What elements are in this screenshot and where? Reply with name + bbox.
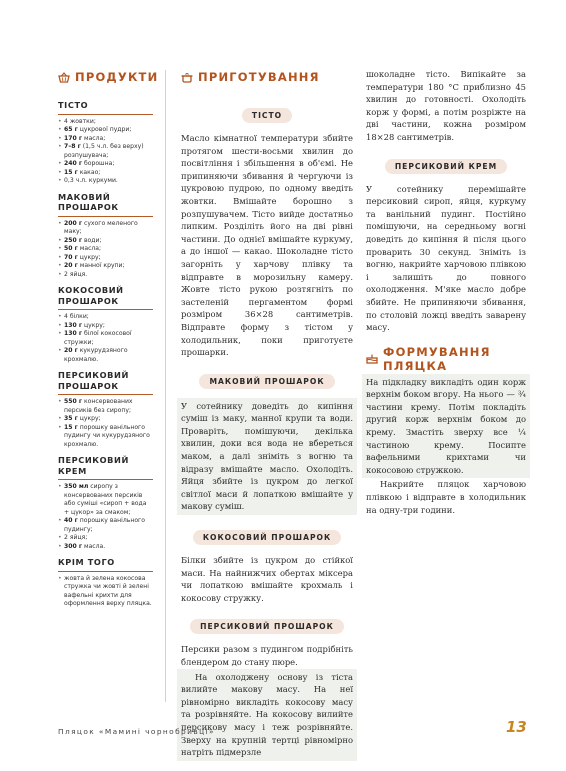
ingredients-peach-cream-list [58, 480, 153, 551]
ingredient-text: кукурудзяного крохмалю. [64, 347, 128, 363]
ingredient-text: масла; [77, 245, 102, 252]
ingredients-peach-layer-title: ПЕРСИКОВИЙ ПРОШАРОК [58, 370, 153, 395]
ingredient-text: білої кокосової стружки; [64, 330, 132, 346]
ingredient-item [58, 534, 153, 543]
ingredient-text: масла. [82, 542, 106, 550]
ingredients-column [58, 68, 159, 609]
ingredient-amount: 20 г [64, 347, 78, 354]
ingredient-item [58, 398, 153, 415]
ingredient-amount: 65 г [64, 126, 78, 133]
step-coconut-title: КОКОСОВИЙ ПРОШАРОК [193, 530, 341, 545]
ingredient-text: цукру; [82, 321, 105, 329]
ingredient-item [58, 330, 153, 347]
ingredient-item [58, 271, 153, 280]
ingredient-item [58, 220, 153, 237]
ingredient-text: какао; [77, 168, 101, 176]
ingredients-garnish-title: КРІМ ТОГО [58, 557, 153, 572]
ingredient-text: цукрової пудри; [77, 126, 132, 133]
ingredient-item [58, 313, 153, 322]
ingredient-item [58, 347, 153, 364]
assembly-text-2: Накрийте пляцок харчовою плівкою і відправте в холодильник на одну-три години. [366, 479, 526, 515]
step-peach-layer-text-3: шоколадне тісто. Випікайте за температури 180 °C приблизно 45 хвилин до готовності. Охолодіть корж у формі, а потім розріжте на дві частини, кожна розміром 18×28 сантиметрів. [366, 69, 526, 142]
ingredients-poppy-list [58, 217, 153, 280]
ingredient-text: сиропу з консервованих персиків або суміші «сироп + вода + цукор» за смаком; [64, 483, 147, 516]
ingredient-item [58, 254, 153, 263]
step-dough-title: ТІСТО [242, 108, 292, 123]
step-peach-layer-text-2: На охолоджену основу із тіста вилийте макову масу. На неї рівномірно викладіть кокосову масу та розрівняйте. На кокосову вилийте персикову масу і теж розрівняйте. Зверху на крупній тертці рівномірно натріть підмерзле [177, 669, 357, 761]
ingredient-amount: 50 г [64, 245, 78, 252]
step-dough-text: Масло кімнатної температури збийте протягом шести-восьми хвилин до посвітління і збільшення в об'ємі. Не припиняючи збивання й чергуючи із цукровою пудрою, по одному введіть жовтки. Вмішайте борошно з розпушувачем. Тісто вийде достатньо липким. Розділіть його на дві рівні частини. До однієї вмішайте куркуму, а до іншої — какао. Шоколадне тісто загорніть у харчову плівку та відправте в морозильну камеру. Жовте тісто рукою розтягніть по застеленій пергаментом формі розміром 36×28 сантиметрів. Відправте форму з тістом у холодильник, поки приготуєте прошарки. [181, 133, 353, 358]
ingredient-item [58, 483, 153, 517]
ingredient-text: 2 яйця. [64, 270, 88, 278]
assembly-text-1: На підкладку викладіть один корж верхнім боком вгору. На нього — ¾ частини крему. Потім покладіть другий корж верхнім боком до крему. Змастіть зверху все ¼ частиною крему. Посипте вафельними крихтами чи кокосовою стружкою. [362, 374, 530, 479]
ingredient-amount: 130 г [64, 321, 83, 329]
ingredient-amount: 20 г [64, 262, 78, 269]
ingredients-garnish [58, 557, 153, 609]
preparation-heading-text: ПРИГОТУВАННЯ [198, 70, 320, 84]
ingredient-item [58, 126, 153, 135]
ingredient-item [58, 237, 153, 246]
ingredient-text: води; [82, 236, 102, 244]
ingredient-amount: 550 г [64, 398, 83, 405]
ingredient-item [58, 424, 153, 450]
ingredient-text: 0,3 ч.л. куркуми. [64, 177, 118, 184]
ingredient-amount: 130 г [64, 330, 83, 337]
ingredient-amount: 250 г [64, 236, 83, 244]
ingredient-text: жовта й зелена кокосова стружка чи жовті й зелені вафельні крихти для оформлення верху пляцка. [64, 574, 152, 607]
assembly-heading [366, 344, 526, 373]
ingredient-text: 2 яйця; [64, 534, 88, 541]
ingredient-item [58, 517, 153, 534]
ingredients-coconut [58, 285, 153, 364]
ingredient-amount: 35 г [64, 415, 78, 422]
ingredient-amount: 40 г [64, 517, 78, 524]
ingredient-item [58, 169, 153, 178]
pot-icon [181, 72, 193, 83]
ingredient-item [58, 135, 153, 144]
ingredient-amount: 350 мл [64, 483, 89, 490]
ingredient-text: борошна; [82, 160, 115, 167]
preparation-heading [181, 68, 353, 86]
ingredients-coconut-list [58, 310, 153, 364]
ingredients-peach-layer [58, 370, 153, 449]
ingredients-peach-layer-list [58, 395, 153, 449]
page-footer-title: Пляцок «Мамині чорнобривці» [58, 727, 215, 736]
ingredients-peach-cream [58, 455, 153, 551]
ingredient-text: цукру; [77, 415, 101, 422]
ingredient-item [58, 177, 153, 186]
step-peach-layer-text-1: Персики разом з пудингом подрібніть блендером до стану пюре. [181, 644, 353, 667]
preparation-column-right [366, 68, 526, 516]
assembly-heading-text: ФОРМУВАННЯ ПЛЯЦКА [383, 344, 491, 373]
step-peach-cream-text: У сотейнику перемішайте персиковий сироп, яйця, куркуму та ванільний пудинг. Постійно помішуючи, на середньому вогні доведіть до кипіння й після цього проварить 30 секунд. Зніміть із вогню, накрийте харчовою плівкою і залишіть до повного охолодження. М'яке масло добре збийте. Не припиняючи збивання, по столовій ложці введіть заварену масу. [366, 183, 526, 333]
ingredients-heading [58, 68, 159, 86]
ingredient-amount: 170 г [64, 134, 83, 142]
step-peach-layer-title: ПЕРСИКОВИЙ ПРОШАРОК [190, 619, 344, 634]
ingredient-item [58, 143, 153, 160]
step-poppy-title: МАКОВИЙ ПРОШАРОК [199, 374, 334, 389]
ingredient-amount: 300 г [64, 542, 83, 550]
ingredient-item [58, 262, 153, 271]
ingredients-dough-title: ТІСТО [58, 100, 153, 115]
ingredients-poppy-title: МАКОВИЙ ПРОШАРОК [58, 192, 153, 217]
ingredient-item [58, 575, 153, 609]
ingredient-text: консервованих персиків без сиропу; [64, 398, 133, 414]
ingredients-dough-list [58, 115, 153, 186]
ingredients-coconut-title: КОКОСОВИЙ ПРОШАРОК [58, 285, 153, 310]
ingredient-text: 4 білки; [64, 313, 89, 320]
ingredient-text: сухого меленого маку; [64, 219, 138, 235]
ingredient-item [58, 160, 153, 169]
ingredient-item [58, 415, 153, 424]
ingredients-dough [58, 100, 153, 186]
ingredient-text: цукру; [77, 253, 101, 261]
ingredient-text: 4 жовтки; [64, 117, 96, 125]
step-poppy-text: У сотейнику доведіть до кипіння суміш із маку, манної крупи та води. Проваріть, помішуючи, декілька хвилин, доки вся вода не вбереться маком, а далі зніміть з вогню та відразу вмішайте масло. Охолодіть. Яйця збийте із цукром до легкої світлої маси й лопаткою вмішайте у макову суміш. [177, 398, 357, 515]
ingredient-amount: 240 г [64, 160, 83, 167]
page-number: 13 [506, 718, 527, 736]
ingredients-peach-cream-title: ПЕРСИКОВИЙ КРЕМ [58, 455, 153, 480]
preparation-column [181, 68, 353, 761]
ingredient-text: масла; [82, 134, 106, 142]
ingredient-text: порошку ванільного пудингу; [64, 517, 145, 533]
step-coconut-text: Білки збийте із цукром до стійкої маси. На найнижчих обертах міксера чи лопаткою вмішайте крохмаль і кокосову стружку. [181, 555, 353, 603]
ingredient-amount: 15 г [64, 168, 78, 176]
ingredient-amount: 15 г [64, 423, 78, 431]
ingredient-item [58, 118, 153, 127]
ingredients-poppy [58, 192, 153, 280]
ingredient-item [58, 543, 153, 552]
ingredient-amount: 70 г [64, 253, 78, 261]
ingredient-text: манної крупи; [77, 262, 125, 269]
ingredient-text: порошку ванільного пудингу чи кукурудзяного крохмалю. [64, 423, 150, 448]
ingredient-text: (1,5 ч.л. без верху) розпушувача; [64, 143, 144, 159]
ingredient-amount: 7–8 г [64, 143, 81, 150]
ingredients-garnish-list [58, 572, 153, 609]
cake-icon [366, 353, 378, 364]
ingredient-item [58, 322, 153, 331]
ingredient-item [58, 245, 153, 254]
ingredient-amount: 200 г [64, 219, 83, 227]
ingredients-heading-text: ПРОДУКТИ [75, 70, 159, 84]
basket-icon [58, 72, 70, 83]
step-peach-cream-title: ПЕРСИКОВИЙ КРЕМ [385, 159, 507, 174]
column-divider [165, 70, 166, 702]
